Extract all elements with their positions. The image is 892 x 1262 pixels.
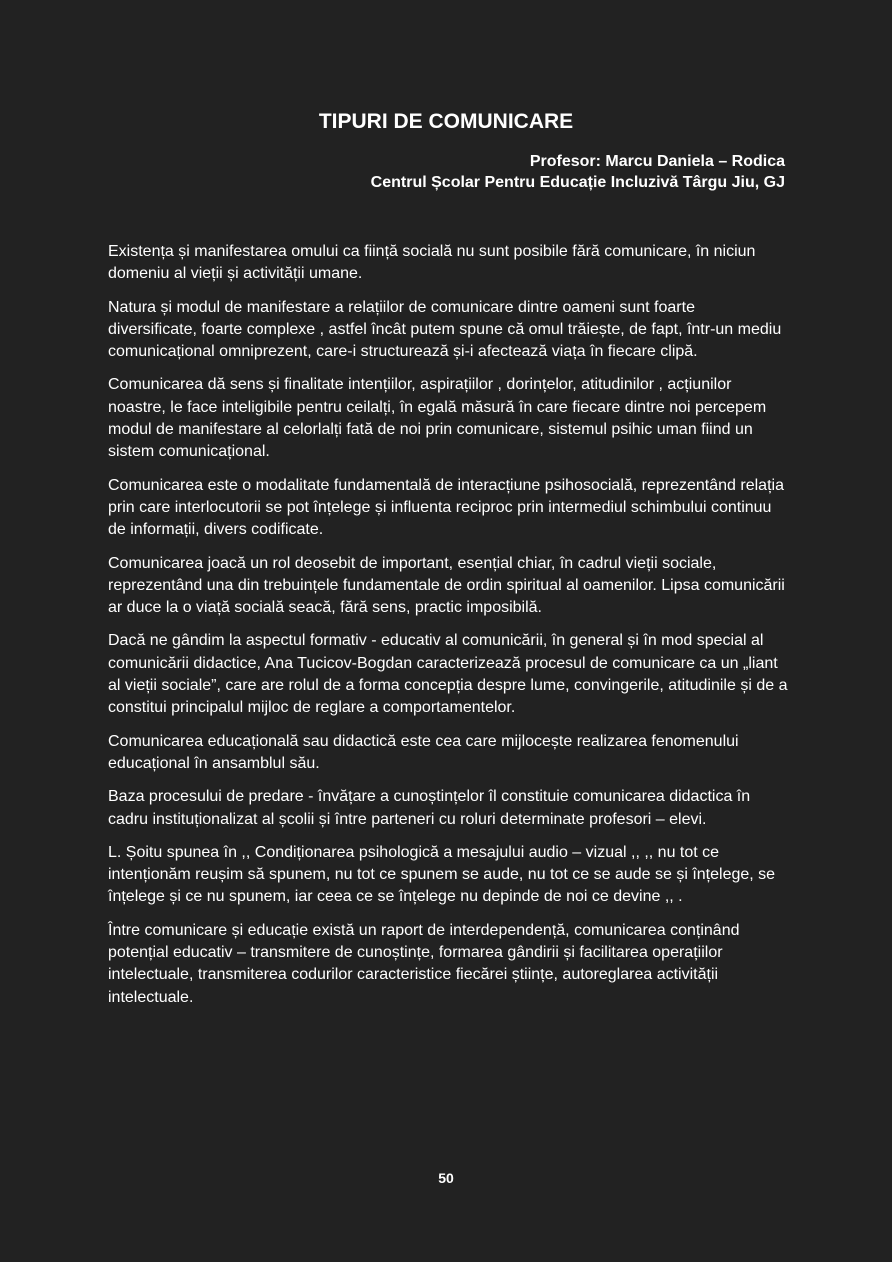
paragraph: Natura și modul de manifestare a relațiilor de comunicare dintre oameni sunt foarte diversificate, foarte complexe , astfel încât putem spune că omul trăiește, de fapt, într-un mediu comunicațional omniprezent, care-i structurează și-i afectează viața în fiecare clipă. <box>108 298 782 361</box>
document-title: TIPURI DE COMUNICARE <box>318 110 574 133</box>
author-name: Profesor: Marcu Daniela – Rodica <box>529 153 785 170</box>
paragraph: Comunicarea este o modalitate fundamentală de interacțiune psihosocială, reprezentând relația prin care interlocutorii se pot înțelege și influenta reciproc prin intermediul schimbului continuu de informații, divers codificate. <box>108 476 784 539</box>
paragraph: Comunicarea educațională sau didactică este cea care mijlocește realizarea fenomenului educațional în ansamblul său. <box>108 732 739 772</box>
paragraph: Existența și manifestarea omului ca ființă socială nu sunt posibile fără comunicare, în niciun domeniu al vieții și activității umane. <box>108 243 756 283</box>
author-block <box>371 151 785 193</box>
paragraph: Între comunicare și educație există un raport de interdependență, comunicarea conținând potențial educativ – transmitere de cunoștințe, formarea gândirii și facilitarea operațiilor intelectuale, transmiterea codurilor caracteristice fiecărei științe, autoreglarea activității intelectuale. <box>108 921 740 1006</box>
paragraph: L. Șoitu spunea în ,, Condiționarea psihologică a mesajului audio – vizual ,, ,, nu tot ce intenționăm reușim să spunem, nu tot ce spunem se aude, nu tot ce se aude se și înțelege, se înțelege și ce nu spunem, iar ceea ce se înțelege nu depinde de noi ce devine ,, . <box>108 843 776 906</box>
paragraph: Baza procesului de predare - învățare a cunoștințelor îl constituie comunicarea didactica în cadru instituționalizat al școlii și între parteneri cu roluri determinate profesori – elevi. <box>108 788 751 828</box>
document-body <box>108 241 788 1020</box>
paragraph: Comunicarea dă sens și finalitate intențiilor, aspirațiilor , dorințelor, atitudinilor , acțiunilor noastre, le face inteligibile pentru ceilalți, în egală măsură în care fiecare dintre noi percepem modul de manifestare al celorlalți fată de noi prin comunicare, sistemul psihic uman fiind un sistem comunicațional. <box>108 376 767 461</box>
paragraph: Comunicarea joacă un rol deosebit de important, esențial chiar, în cadrul vieții sociale, reprezentând una din trebuințele fundamentale de ordin spiritual al oamenilor. Lipsa comunicării ar duce la o viață socială seacă, fără sens, practic imposibilă. <box>108 554 785 617</box>
paragraph: Dacă ne gândim la aspectul formativ - educativ al comunicării, în general și în mod special al comunicării didactice, Ana Tucicov-Bogdan caracterizează procesul de comunicare ca un „liant al vieții sociale”, care are rolul de a forma concepția despre lume, convingerile, atitudinile și de a constitui principalul mijloc de reglare a comportamentelor. <box>108 632 788 717</box>
institution-name: Centrul Școlar Pentru Educație Incluzivă Târgu Jiu, GJ <box>370 174 785 191</box>
page-number: 50 <box>438 1170 454 1186</box>
